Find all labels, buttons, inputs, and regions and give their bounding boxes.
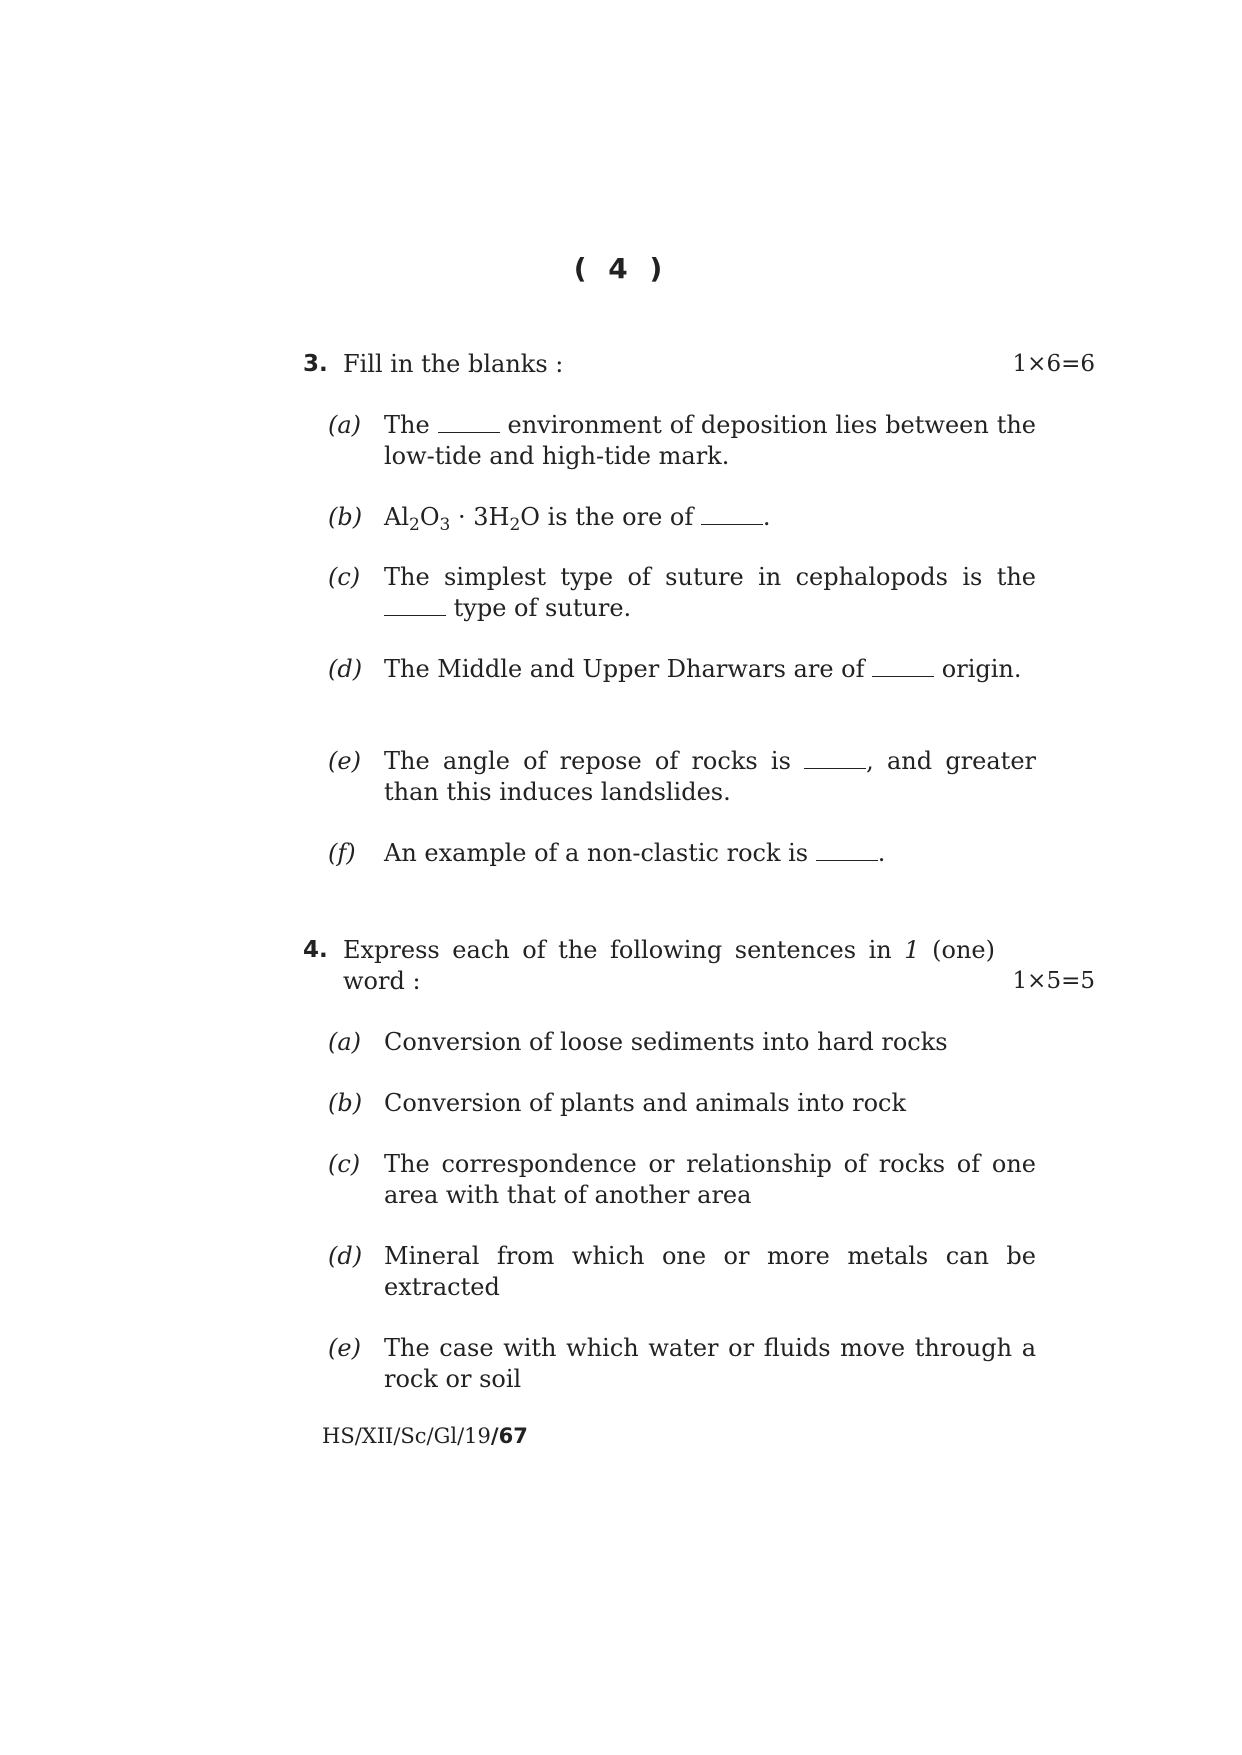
- part-label: (a): [328, 411, 362, 439]
- question-4: [303, 935, 1095, 997]
- answer-blank: [804, 746, 866, 769]
- answer-blank: [816, 838, 878, 861]
- part-text: The angle of repose of rocks is , and greater than this induces landslides.: [384, 747, 1036, 806]
- part-label: (c): [328, 563, 361, 591]
- part-text: The simplest type of suture in cephalopods is the type of suture.: [384, 563, 1036, 622]
- part-text: The case with which water or fluids move through a rock or soil: [384, 1334, 1036, 1393]
- part-label: (e): [328, 747, 361, 775]
- part-label: (b): [328, 1089, 363, 1117]
- part-text: $Al_2O_3 \cdot 3H_2O$ is the ore of .: [384, 503, 771, 535]
- q3-part-f: [328, 838, 1036, 869]
- q4-part-e: [328, 1333, 1036, 1395]
- part-text: The Middle and Upper Dharwars are of origin.: [384, 655, 1022, 683]
- answer-blank: [701, 502, 763, 525]
- part-label: (d): [328, 1242, 363, 1270]
- chemical-formula: $Al_2O_3 \cdot 3H_2O$: [384, 503, 540, 535]
- part-text: An example of a non-clastic rock is .: [384, 839, 886, 867]
- q4-part-b: [328, 1088, 1036, 1119]
- q4-part-c: [328, 1149, 1036, 1211]
- marks: 1×6=6: [1012, 351, 1095, 377]
- q3-part-d: [328, 654, 1036, 685]
- marks: 1×5=5: [1012, 968, 1095, 994]
- question-3-heading: [303, 349, 1095, 380]
- part-label: (a): [328, 1028, 362, 1056]
- part-label: (f): [328, 839, 356, 867]
- question-3: [303, 349, 1095, 380]
- part-text: Conversion of loose sediments into hard rocks: [384, 1028, 948, 1056]
- answer-blank: [872, 654, 934, 677]
- question-number: 3.: [303, 351, 328, 377]
- part-label: (e): [328, 1334, 361, 1362]
- question-number: 4.: [303, 937, 328, 963]
- answer-blank: [384, 593, 446, 616]
- paper-code: HS/XII/Sc/Gl/19/67: [322, 1424, 528, 1448]
- part-text: The correspondence or relationship of rocks of one area with that of another area: [384, 1150, 1036, 1209]
- part-text: Mineral from which one or more metals can be extracted: [384, 1242, 1036, 1301]
- part-label: (d): [328, 655, 363, 683]
- part-label: (c): [328, 1150, 361, 1178]
- question-text: Fill in the blanks :: [343, 350, 564, 378]
- q3-part-c: [328, 562, 1036, 624]
- part-text: Conversion of plants and animals into rock: [384, 1089, 907, 1117]
- q3-part-b: [328, 502, 1036, 535]
- q3-part-e: [328, 746, 1036, 808]
- part-text: The environment of deposition lies between the low-tide and high-tide mark.: [384, 411, 1037, 470]
- q4-part-a: [328, 1027, 1036, 1058]
- q4-part-d: [328, 1241, 1036, 1303]
- part-label: (b): [328, 503, 363, 531]
- answer-blank: [438, 410, 500, 433]
- q3-part-a: [328, 410, 1037, 472]
- question-4-heading: [303, 935, 1095, 997]
- page-number: ( 4 ): [573, 252, 669, 285]
- question-text: Express each of the following sentences in 1 (one) word :: [343, 936, 995, 995]
